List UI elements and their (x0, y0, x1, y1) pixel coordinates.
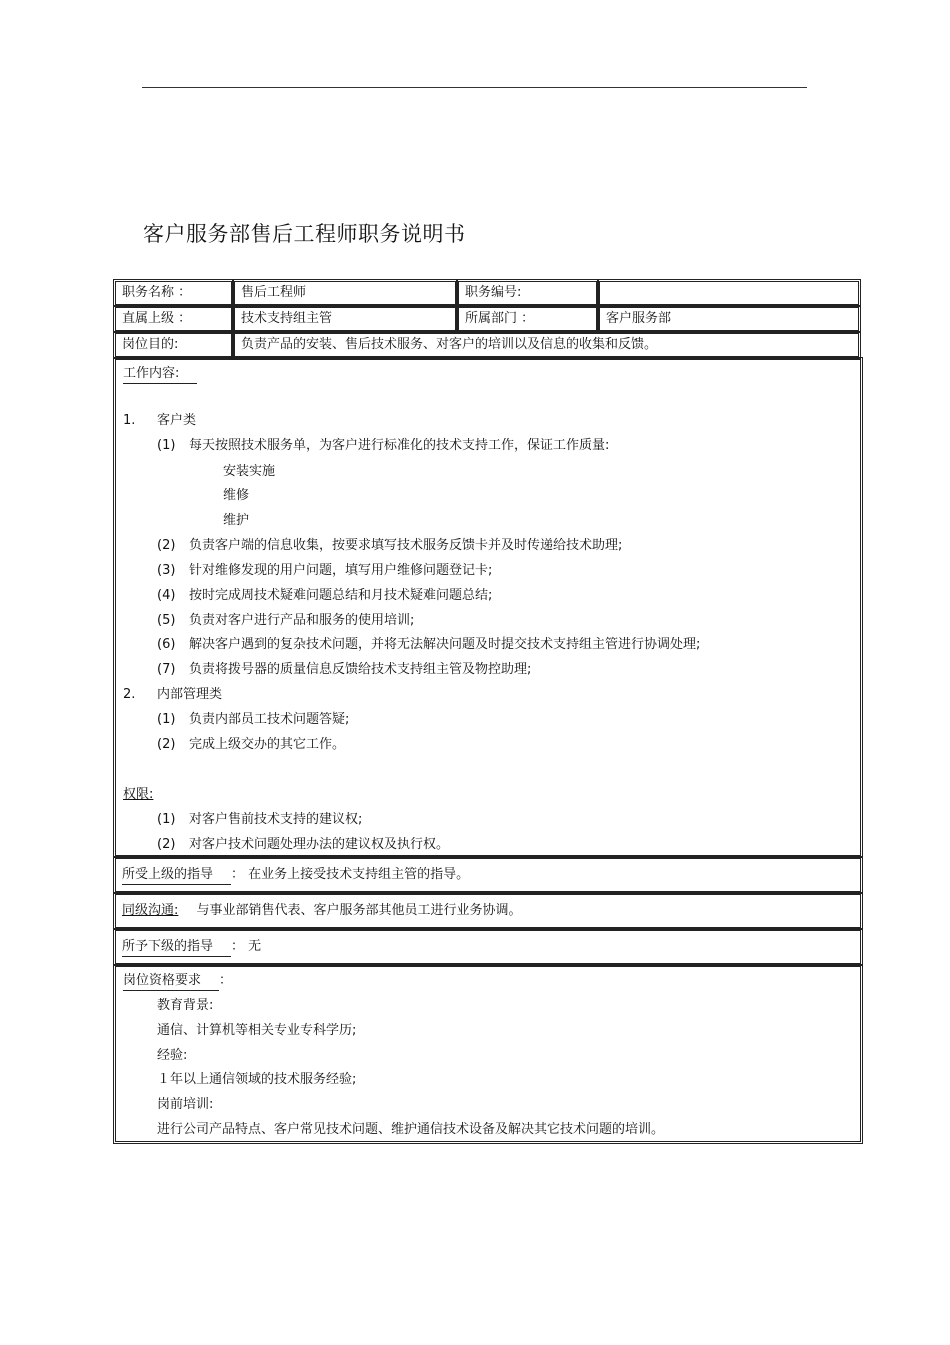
row-job-name (115, 281, 861, 305)
item-number: (1) (157, 712, 176, 727)
job-name-label: 职务名称 ： (115, 281, 232, 305)
superior-label: 直属上级 ： (115, 307, 232, 331)
row-purpose (115, 333, 861, 357)
list-item: 按时完成周技术疑难问题总结和月技术疑难问题总结; (189, 588, 493, 603)
job-no-label: 职务编号: (458, 281, 597, 305)
peer-communication-text: 与事业部销售代表、客户服务部其他员工进行业务协调。 (196, 903, 522, 918)
qualification-line: １年以上通信领域的技术服务经验; (157, 1072, 357, 1087)
item-number: (3) (157, 563, 176, 578)
list-item: 每天按照技术服务单，为客户进行标准化的技术支持工作，保证工作质量: (189, 438, 610, 453)
qualification-section (115, 966, 861, 1142)
item-number: (1) (157, 438, 176, 453)
row-superior (115, 307, 861, 331)
purpose-label: 岗位目的: (115, 333, 232, 357)
qualification-line: 经验: (157, 1048, 188, 1063)
job-name-value: 售后工程师 (234, 281, 456, 305)
item-number: (5) (157, 613, 176, 628)
item-number: (2) (157, 737, 176, 752)
superior-value: 技术支持组主管 (234, 307, 456, 331)
guidance-given-text: 无 (248, 939, 262, 954)
qualification-line: 进行公司产品特点、客户常见技术问题、维护通信技术设备及解决其它技术问题的培训。 (157, 1122, 665, 1137)
peer-communication-label: 同级沟通: (122, 903, 179, 918)
guidance-given-row (115, 930, 861, 964)
section-number: 2. (123, 687, 136, 702)
list-item: 负责客户端的信息收集，按要求填写技术服务反馈卡并及时传递给技术助理; (189, 538, 623, 553)
department-label: 所属部门 ： (458, 307, 597, 331)
work-content-heading: 工作内容: (123, 365, 197, 384)
department-value: 客户服务部 (599, 307, 859, 331)
peer-communication-row (115, 894, 861, 928)
list-item: 解决客户遇到的复杂技术问题，并将无法解决问题及时提交技术支持组主管进行协调处理; (189, 637, 701, 652)
section-number: 1. (123, 413, 136, 428)
qualification-line: 通信、计算机等相关专业专科学历; (157, 1023, 357, 1038)
header-rule (142, 87, 807, 88)
separator: ： (219, 973, 233, 988)
qualification-line: 教育背景: (157, 998, 214, 1013)
guidance-received-row (115, 858, 861, 892)
document-title: 客户服务部售后工程师职务说明书 (143, 222, 466, 246)
section-title: 客户类 (157, 413, 197, 428)
qualification-line: 岗前培训: (157, 1097, 214, 1112)
qualification-heading: 岗位资格要求 (123, 972, 219, 991)
separator: ： (231, 939, 245, 954)
guidance-received-label: 所受上级的指导 (122, 866, 231, 885)
list-item: 针对维修发现的用户问题，填写用户维修问题登记卡; (189, 563, 493, 578)
job-no-value (599, 281, 859, 305)
list-item: 完成上级交办的其它工作。 (189, 737, 346, 752)
item-number: (2) (157, 837, 176, 852)
list-item: 负责将拨号器的质量信息反馈给技术支持组主管及物控助理; (189, 662, 532, 677)
section-title: 内部管理类 (157, 687, 223, 702)
separator: ： (231, 867, 245, 882)
item-number: (6) (157, 637, 176, 652)
guidance-received-text: 在业务上接受技术支持组主管的指导。 (248, 867, 470, 882)
list-item: 对客户技术问题处理办法的建议权及执行权。 (189, 837, 450, 852)
list-item: 负责对客户进行产品和服务的使用培训; (189, 613, 415, 628)
sub-item: 维护 (223, 513, 250, 528)
item-number: (1) (157, 812, 176, 827)
job-description-table (115, 281, 861, 1144)
sub-item: 维修 (223, 488, 250, 503)
list-item: 负责内部员工技术问题答疑; (189, 712, 350, 727)
work-content-section (115, 359, 861, 856)
purpose-value: 负责产品的安装、售后技术服务、对客户的培训以及信息的收集和反馈。 (234, 333, 859, 357)
item-number: (4) (157, 588, 176, 603)
item-number: (7) (157, 662, 176, 677)
authority-heading: 权限: (123, 787, 154, 802)
guidance-given-label: 所予下级的指导 (122, 938, 231, 957)
sub-item: 安装实施 (223, 464, 276, 479)
list-item: 对客户售前技术支持的建议权; (189, 812, 363, 827)
item-number: (2) (157, 538, 176, 553)
